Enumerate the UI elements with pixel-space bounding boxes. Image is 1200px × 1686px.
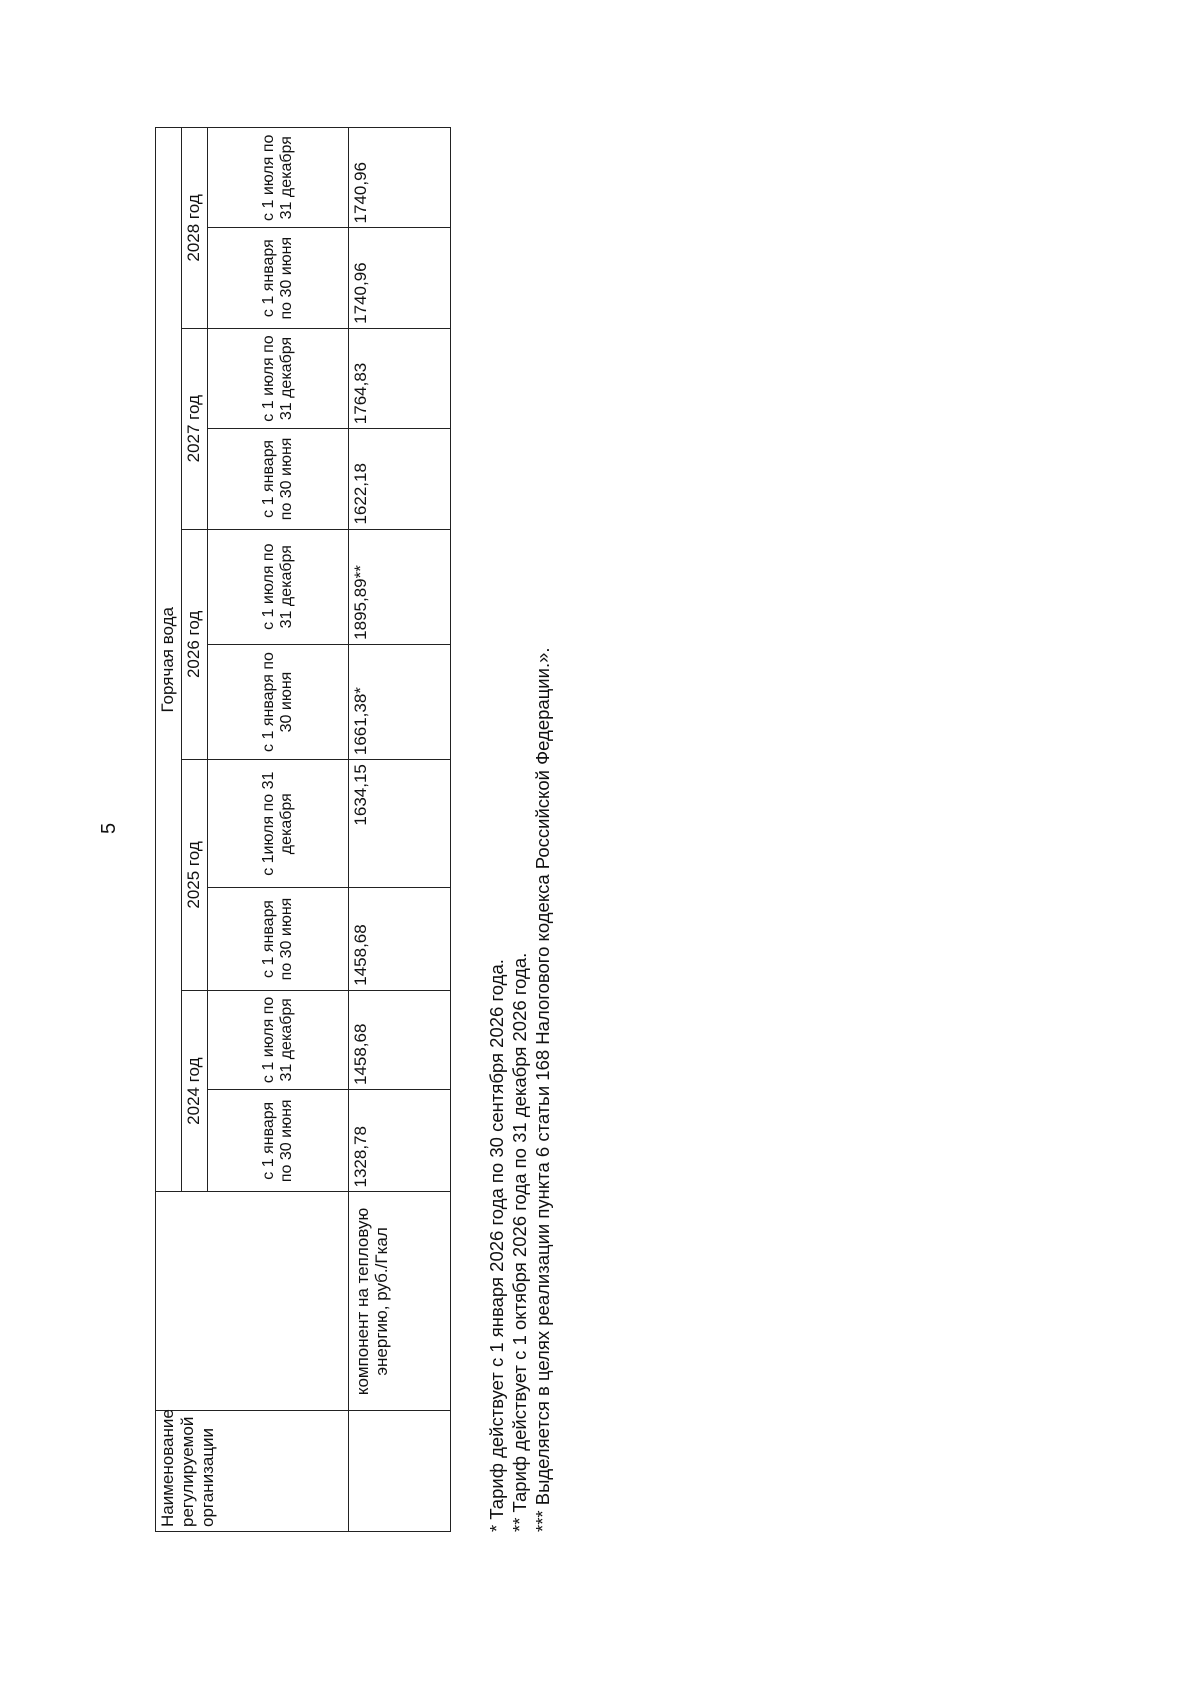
period-subheader: с 1 января по 30 июня: [208, 888, 349, 990]
value-cell: 1328,78: [349, 1090, 451, 1192]
period-subheader: с 1 июля по 31 декабря: [208, 128, 349, 228]
organization-cell: [349, 1411, 451, 1532]
value-cell: 1661,38*: [349, 644, 451, 759]
value-cell: 1458,68: [349, 888, 451, 990]
period-subheader: с 1июля по 31 декабря: [208, 760, 349, 888]
period-subheader: с 1 января по 30 июня: [208, 228, 349, 328]
value-cell: 1895,89**: [349, 529, 451, 644]
year-header: 2025 год: [182, 760, 208, 991]
component-cell: компонент на тепловую энергию, руб./Гкал: [349, 1192, 451, 1411]
group-header: Горячая вода: [156, 128, 182, 1193]
footnote: ** Тариф действует с 1 октября 2026 года по 31 декабря 2026 года.: [509, 952, 530, 1532]
footnote: * Тариф действует с 1 января 2026 года по 30 сентября 2026 года.: [486, 959, 507, 1532]
year-header: 2027 год: [182, 328, 208, 529]
component-header-blank: [156, 1192, 349, 1411]
value-cell: 1740,96: [349, 128, 451, 228]
period-subheader: с 1 января по 30 июня: [208, 1090, 349, 1192]
period-subheader: с 1 июля по 31 декабря: [208, 328, 349, 428]
footnote: *** Выделяется в целях реализации пункта 6 статьи 168 Налогового кодекса Российской Федерации.».: [532, 647, 553, 1532]
period-subheader: с 1 июля по 31 декабря: [208, 990, 349, 1089]
value-cell: 1458,68: [349, 990, 451, 1089]
period-subheader: с 1 января по 30 июня: [208, 429, 349, 529]
table-row: [349, 128, 451, 1532]
value-cell: 1634,15: [349, 760, 451, 888]
year-header: 2028 год: [182, 128, 208, 329]
footnotes: [485, 127, 554, 1532]
rotated-content: [155, 127, 1155, 1532]
org-name-header: Наименование регулируемой организации: [156, 1411, 349, 1532]
page-number: 5: [98, 822, 120, 834]
value-cell: 1622,18: [349, 429, 451, 529]
year-header: 2024 год: [182, 990, 208, 1192]
period-subheader: с 1 июля по 31 декабря: [208, 529, 349, 644]
tariff-table: [155, 127, 451, 1532]
period-subheader: с 1 января по 30 июня: [208, 644, 349, 759]
value-cell: 1740,96: [349, 228, 451, 328]
year-header: 2026 год: [182, 529, 208, 760]
value-cell: 1764,83: [349, 328, 451, 428]
